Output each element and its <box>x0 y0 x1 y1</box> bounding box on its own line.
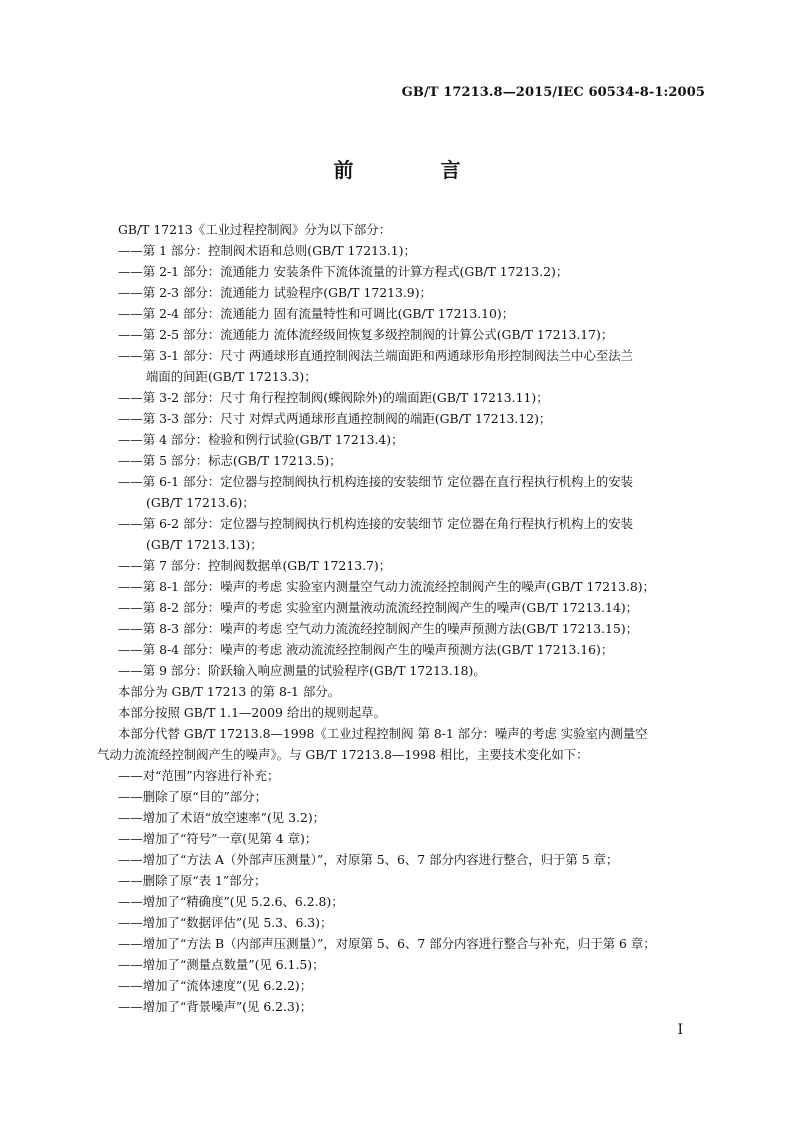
change-item: ——增加了“符号”一章(见第 4 章)； <box>118 831 318 846</box>
change-item: ——增加了“精确度”(见 5.2.6、6.2.8)； <box>118 894 344 909</box>
part-item: ——第 3-2 部分：尺寸 角行程控制阀(蝶阀除外)的端面距(GB/T 17213.11)； <box>118 390 549 405</box>
page-title: 前 言 <box>333 158 501 182</box>
part-item: ——第 3-3 部分：尺寸 对焊式两通球形直通控制阀的端距(GB/T 17213.12)； <box>118 411 552 426</box>
paragraph-line-continued: 气动力流流经控制阀产生的噪声》。与 GB/T 17213.8—1998 相比，主要技术变化如下： <box>97 747 589 762</box>
change-item: ——删除了原“表 1”部分； <box>118 873 267 888</box>
part-item: ——第 9 部分：阶跃输入响应测量的试验程序(GB/T 17213.18)。 <box>118 663 486 678</box>
part-item: ——第 1 部分：控制阀术语和总则(GB/T 17213.1)； <box>118 243 416 258</box>
part-item: ——第 7 部分：控制阀数据单(GB/T 17213.7)； <box>118 558 392 573</box>
change-item: ——增加了“流体速度”(见 6.2.2)； <box>118 978 313 993</box>
part-item: ——第 2-3 部分：流通能力 试验程序(GB/T 17213.9)； <box>118 285 432 300</box>
standard-code: GB/T 17213.8—2015/IEC 60534-8-1:2005 <box>401 85 705 100</box>
change-item: ——增加了“背景噪声”(见 6.2.3)； <box>118 999 313 1014</box>
part-item: ——第 4 部分：检验和例行试验(GB/T 17213.4)； <box>118 432 404 447</box>
change-item: ——增加了术语“放空速率”(见 3.2)； <box>118 810 326 825</box>
change-item: ——对“范围”内容进行补充； <box>118 768 280 783</box>
paragraph-line: 本部分为 GB/T 17213 的第 8-1 部分。 <box>118 684 341 699</box>
part-item: ——第 2-5 部分：流通能力 流体流经级间恢复多级控制阀的计算公式(GB/T 17213.17)； <box>118 327 614 342</box>
part-item: ——第 3-1 部分：尺寸 两通球形直通控制阀法兰端面距和两通球形角形控制阀法兰中心至法兰 <box>118 348 634 363</box>
part-item: ——第 8-2 部分：噪声的考虑 实验室内测量液动流流经控制阀产生的噪声(GB/T 17213.14)； <box>118 600 639 615</box>
part-item: ——第 6-2 部分：定位器与控制阀执行机构连接的安装细节 定位器在角行程执行机构上的安装 <box>118 516 634 531</box>
change-item: ——增加了“方法 B（内部声压测量）”，对原第 5、6、7 部分内容进行整合与补充，归于第 6 章； <box>118 936 656 951</box>
part-item: ——第 8-1 部分：噪声的考虑 实验室内测量空气动力流流经控制阀产生的噪声(GB/T 17213.8)； <box>118 579 655 594</box>
part-item: ——第 8-4 部分：噪声的考虑 液动流流经控制阀产生的噪声预测方法(GB/T 17213.16)； <box>118 642 614 657</box>
part-item-continued: (GB/T 17213.13)； <box>146 537 263 552</box>
part-item-continued: (GB/T 17213.6)； <box>146 495 255 510</box>
paragraph-line: 本部分按照 GB/T 1.1—2009 给出的规则起草。 <box>118 705 386 720</box>
part-item: ——第 6-1 部分：定位器与控制阀执行机构连接的安装细节 定位器在直行程执行机构上的安装 <box>118 474 634 489</box>
change-item: ——删除了原“目的”部分； <box>118 789 267 804</box>
intro-line: GB/T 17213《工业过程控制阀》分为以下部分： <box>118 222 392 237</box>
part-item: ——第 8-3 部分：噪声的考虑 空气动力流流经控制阀产生的噪声预测方法(GB/T 17213.15)； <box>118 621 639 636</box>
change-item: ——增加了“数据评估”(见 5.3、6.3)； <box>118 915 333 930</box>
change-item: ——增加了“方法 A（外部声压测量）”，对原第 5、6、7 部分内容进行整合，归于第 5 章； <box>118 852 619 867</box>
part-item-continued: 端面的间距(GB/T 17213.3)； <box>146 369 317 384</box>
part-item: ——第 2-1 部分：流通能力 安装条件下流体流量的计算方程式(GB/T 17213.2)； <box>118 264 569 279</box>
paragraph-line: 本部分代替 GB/T 17213.8—1998《工业过程控制阀 第 8-1 部分：噪声的考虑 实验室内测量空 <box>118 726 648 741</box>
part-item: ——第 5 部分：标志(GB/T 17213.5)； <box>118 453 342 468</box>
change-item: ——增加了“测量点数量”(见 6.1.5)； <box>118 957 325 972</box>
page-number: I <box>677 1022 683 1038</box>
part-item: ——第 2-4 部分：流通能力 固有流量特性和可调比(GB/T 17213.10)； <box>118 306 515 321</box>
